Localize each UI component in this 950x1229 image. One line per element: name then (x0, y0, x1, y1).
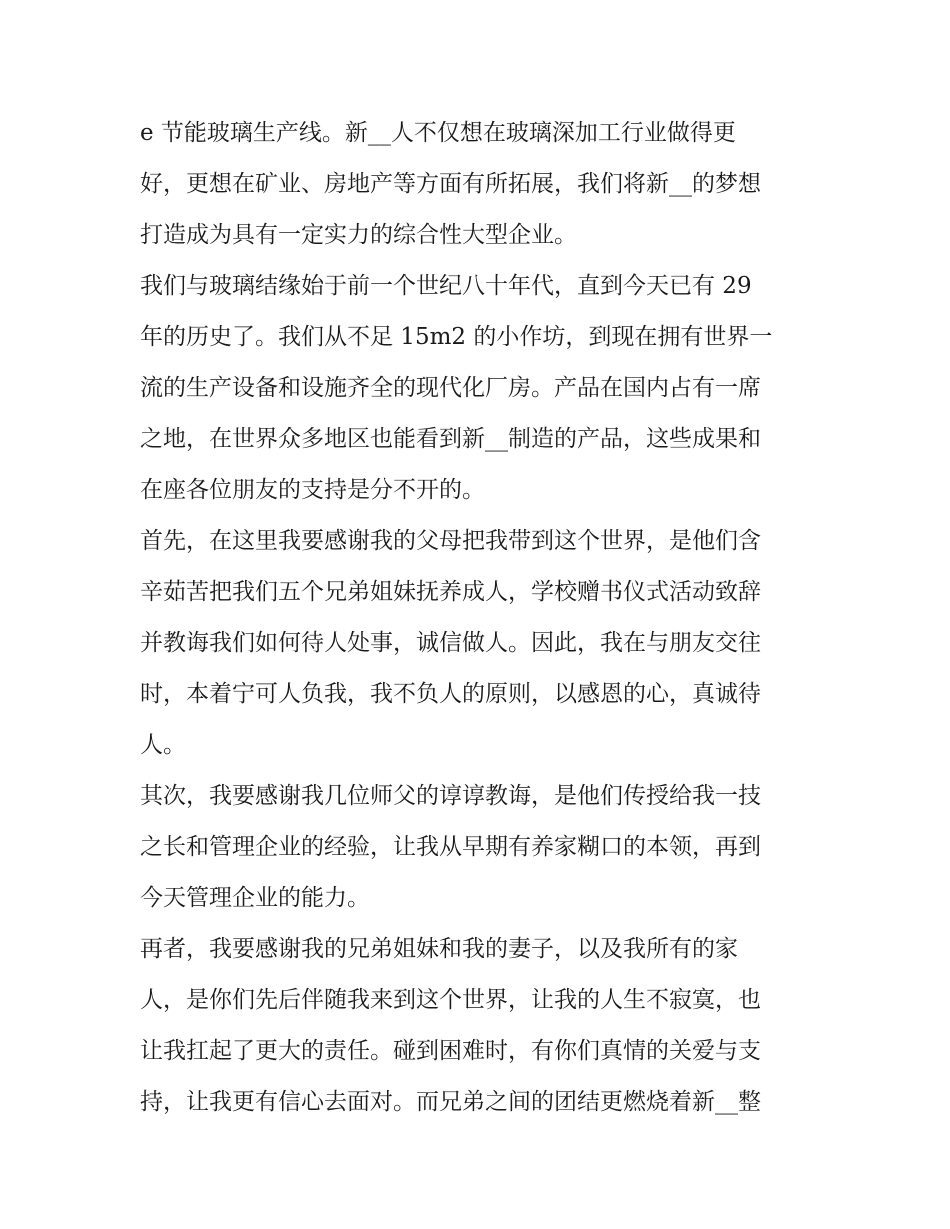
text-line-5: 年的历史了。我们从不足 15m2 的小作坊，到现在拥有世界一 (140, 324, 773, 350)
text-line-19: 让我扛起了更大的责任。碰到困难时，有你们真情的关爱与支 (140, 1038, 761, 1064)
text-line-6: 流的生产设备和设施齐全的现代化厂房。产品在国内占有一席 (140, 375, 761, 401)
text-line-18: 人，是你们先后伴随我来到这个世界，让我的人生不寂寞，也 (140, 987, 761, 1013)
text-line-4: 我们与玻璃结缘始于前一个世纪八十年代，直到今天已有 29 (140, 273, 752, 299)
text-line-9: 首先，在这里我要感谢我的父母把我带到这个世界，是他们含 (140, 528, 761, 554)
text-line-7: 之地，在世界众多地区也能看到新__制造的产品，这些成果和 (140, 426, 761, 452)
text-line-12: 时，本着宁可人负我，我不负人的原则，以感恩的心，真诚待 (140, 681, 761, 707)
document-body (140, 108, 820, 1128)
text-line-10: 辛茹苦把我们五个兄弟姐妹抚养成人，学校赠书仪式活动致辞 (140, 579, 761, 605)
text-line-8: 在座各位朋友的支持是分不开的。 (140, 477, 485, 503)
text-line-11: 并教诲我们如何待人处事，诚信做人。因此，我在与朋友交往 (140, 630, 761, 656)
text-line-20: 持，让我更有信心去面对。而兄弟之间的团结更燃烧着新__整 (140, 1089, 761, 1115)
text-line-13: 人。 (140, 732, 186, 758)
text-line-16: 今天管理企业的能力。 (140, 885, 370, 911)
text-line-1: e 节能玻璃生产线。新__人不仅想在玻璃深加工行业做得更 (140, 120, 736, 146)
text-line-3: 打造成为具有一定实力的综合性大型企业。 (140, 222, 577, 248)
text-line-15: 之长和管理企业的经验，让我从早期有养家糊口的本领，再到 (140, 834, 761, 860)
text-line-14: 其次，我要感谢我几位师父的谆谆教诲，是他们传授给我一技 (140, 783, 761, 809)
text-line-2: 好，更想在矿业、房地产等方面有所拓展，我们将新__的梦想 (140, 171, 761, 197)
text-line-17: 再者，我要感谢我的兄弟姐妹和我的妻子，以及我所有的家 (140, 936, 738, 962)
